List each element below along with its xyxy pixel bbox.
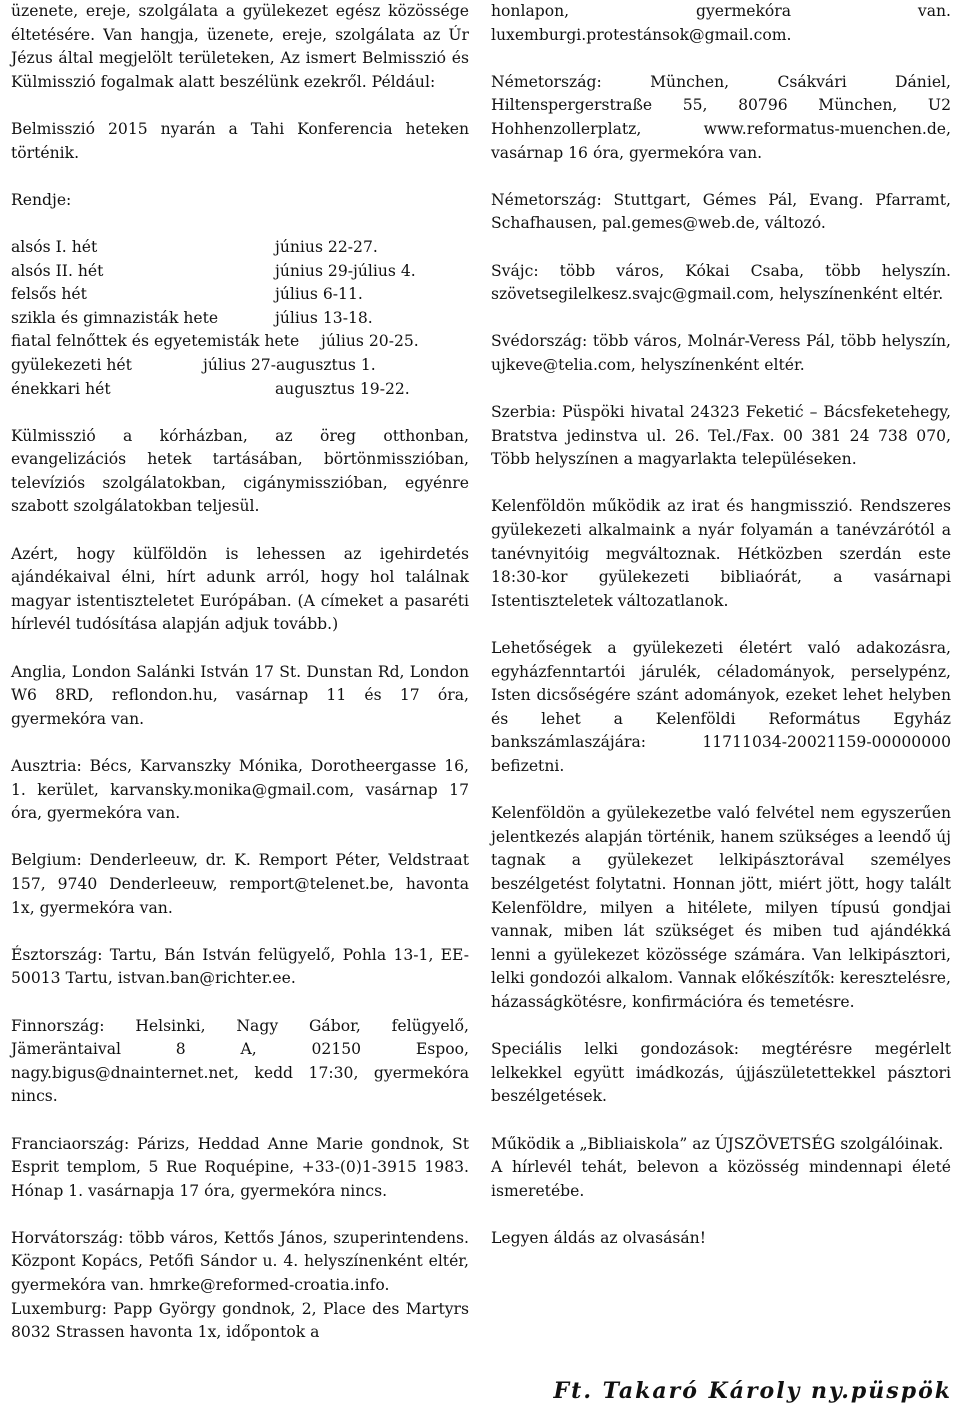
- schedule-date: június 22-27.: [275, 237, 378, 256]
- specialis-paragraph: Speciális lelki gondozások: megtérésre megérlelt lelkekkel együtt imádkozás, újjászületettekkel pásztori beszélgetések.: [491, 1040, 951, 1106]
- felvetel-paragraph: Kelenföldön a gyülekezetbe való felvétel nem egyszerűen jelentkezés alapján történik, hanem szükséges a leendő új tagnak a gyülekezet lelkipásztorával személyes beszélgetést folytatni. Honnan jött, miért jött, hogy talált Kelenföldre, milyen a hitélete, milyen típusú gondjai vannak, miben lát szükséget és miben tud ajándékká lenni a gyülekezet közössége számára. Van lelkipásztori, lelki gondozói alkalom. Vannak előkészítők: keresztelésre, házasságkötésre, konfirmációra és temetésre.: [491, 804, 951, 1011]
- schedule-week: szikla és gimnazisták hete: [11, 308, 219, 327]
- intro-paragraph: üzenete, ereje, szolgálata a gyülekezet egész közössége éltetésére. Van hangja, üzenete, ereje, szolgálata az Úr Jézus által megjelölt területeken, Az ismert Belmisszió és Külmisszió fogalmak alatt beszélünk ezekről. Például:: [11, 2, 469, 91]
- left-column: [11, 0, 469, 1345]
- right-column: [491, 0, 951, 1250]
- schedule-date: július 13-18.: [275, 308, 373, 327]
- address-svedorszag: Svédország: több város, Molnár-Veress Pál, több helyszín, ujkeve@telia.com, helyszínenként eltér.: [491, 332, 951, 374]
- kulmisszio-paragraph: Külmisszió a kórházban, az öreg otthonban, evangelizációs hetek tartásában, börtönmisszióban, televíziós szolgálatokban, cigánymisszióban, egyénre szabott szolgálatokban teljesül.: [11, 426, 469, 516]
- schedule-row: [11, 307, 469, 331]
- schedule-week: felsős hét: [11, 285, 87, 304]
- azert-paragraph: Azért, hogy külföldön is lehessen az igehirdetés ajándékaival élni, hírt adunk arról, hogy hol találnak magyar istentiszteletet Európában. (A címeket a pasaréti hírlevél tudósítása alapján adjuk tovább.): [11, 544, 469, 634]
- hirlevel-paragraph: A hírlevél tehát, belevon a közösség mindennapi életé ismeretébe.: [491, 1158, 951, 1200]
- conference-schedule: [11, 236, 469, 401]
- schedule-week: gyülekezeti hét: [11, 355, 132, 374]
- aldas-line: Legyen áldás az olvasásán!: [491, 1228, 706, 1247]
- address-franciaorszag: Franciaország: Párizs, Heddad Anne Marie gondnok, St Esprit templom, 5 Rue Roquépine, +33-(0)1-3915 1983. Hónap 1. vasárnapja 17 óra, gyermekóra nincs.: [11, 1134, 469, 1200]
- address-luxemburg-continued: honlapon, gyermekóra van. luxemburgi.protestánsok@gmail.com.: [491, 2, 951, 44]
- bibliaiskola-paragraph: Működik a „Bibliaiskola” az ÚJSZÖVETSÉG szolgálóinak.: [491, 1134, 944, 1153]
- signature: Ft. Takaró Károly ny.püspök: [553, 1378, 952, 1405]
- rendje-label: Rendje:: [11, 190, 72, 209]
- schedule-row: [11, 378, 469, 402]
- schedule-row: [11, 354, 469, 378]
- schedule-date: augusztus 19-22.: [275, 379, 410, 398]
- address-szerbia: Szerbia: Püspöki hivatal 24323 Feketić – Bácsfeketehegy, Bratstva jedinstva ul. 26. Tel./Fax. 00 381 24 738 070, Több helyszínen a magyarlakta településeken.: [491, 403, 951, 469]
- address-luxemburg: Luxemburg: Papp György gondnok, 2, Place des Martyrs 8032 Strassen havonta 1x, időpontok a: [11, 1299, 469, 1342]
- schedule-row: [11, 236, 469, 260]
- schedule-row: [11, 260, 469, 284]
- schedule-week: fiatal felnőttek és egyetemisták hete: [11, 332, 300, 351]
- schedule-row: [11, 330, 469, 354]
- schedule-week: alsós II. hét: [11, 261, 104, 280]
- address-finnorszag: Finnország: Helsinki, Nagy Gábor, felügyelő, Jämeräntaival 8 A, 02150 Espoo, nagy.bigus@dnainternet.net, kedd 17:30, gyermekóra nincs.: [11, 1016, 469, 1106]
- address-esztorszag: Észtország: Tartu, Bán István felügyelő, Pohla 13-1, EE-50013 Tartu, istvan.ban@richter.ee.: [11, 945, 469, 988]
- kelenfold-irat-paragraph: Kelenföldön működik az irat és hangmisszió. Rendszeres gyülekezeti alkalmaink a nyár folyamán a tanévzárótól a tanévnyitóig megváltoznak. Hétközben szerdán este 18:30-kor gyülekezeti bibliaórát, a vasárnapi Istentiszteletek változatlanok.: [491, 497, 951, 610]
- schedule-date: július 20-25.: [321, 332, 419, 351]
- address-svajc: Svájc: több város, Kókai Csaba, több helyszín. szövetsegilelkesz.svajc@gmail.com, helyszínenként eltér.: [491, 261, 951, 304]
- belmisszio-paragraph: Belmisszió 2015 nyarán a Tahi Konferencia heteken történik.: [11, 119, 469, 162]
- schedule-date: július 6-11.: [275, 285, 363, 304]
- address-anglia: Anglia, London Salánki István 17 St. Dunstan Rd, London W6 8RD, reflondon.hu, vasárnap 11 és 17 óra, gyermekóra van.: [11, 662, 469, 728]
- address-horvatorszag: Horvátország: több város, Kettős János, szuperintendens. Központ Kopács, Petőfi Sándor u. 4. helyszínenként eltér, gyermekóra van. hmrke@reformed-croatia.info.: [11, 1228, 469, 1295]
- address-belgium: Belgium: Denderleeuw, dr. K. Remport Péter, Veldstraat 157, 9740 Denderleeuw, remport@telenet.be, havonta 1x, gyermekóra van.: [11, 851, 469, 917]
- schedule-week: énekkari hét: [11, 379, 111, 398]
- schedule-date: július 27-augusztus 1.: [203, 355, 376, 374]
- schedule-row: [11, 283, 469, 307]
- lehetosegek-paragraph: Lehetőségek a gyülekezeti életért való adakozásra, egyházfenntartói járulék, céladományok, perselypénz, Isten dicsőségére szánt adományok, ezeket lehet helyben és lehet a Kelenföldi Református Egyház bankszámlaszájára: 11711034-20021159-00000000 befizetni.: [491, 639, 951, 775]
- address-nemetorszag-stuttgart: Németország: Stuttgart, Gémes Pál, Evang. Pfarramt, Schafhausen, pal.gemes@web.de, változó.: [491, 190, 951, 233]
- address-nemetorszag-munchen: Németország: München, Csákvári Dániel, Hiltenspergerstraße 55, 80796 München, U2 Hohhenzollerplatz, www.reformatus-muenchen.de, vasárnap 16 óra, gyermekóra van.: [491, 72, 951, 162]
- schedule-week: alsós I. hét: [11, 237, 98, 256]
- address-ausztria: Ausztria: Bécs, Karvanszky Mónika, Dorotheergasse 16, 1. kerület, karvansky.monika@gmail.com, vasárnap 17 óra, gyermekóra van.: [11, 757, 469, 823]
- schedule-date: június 29-július 4.: [275, 261, 416, 280]
